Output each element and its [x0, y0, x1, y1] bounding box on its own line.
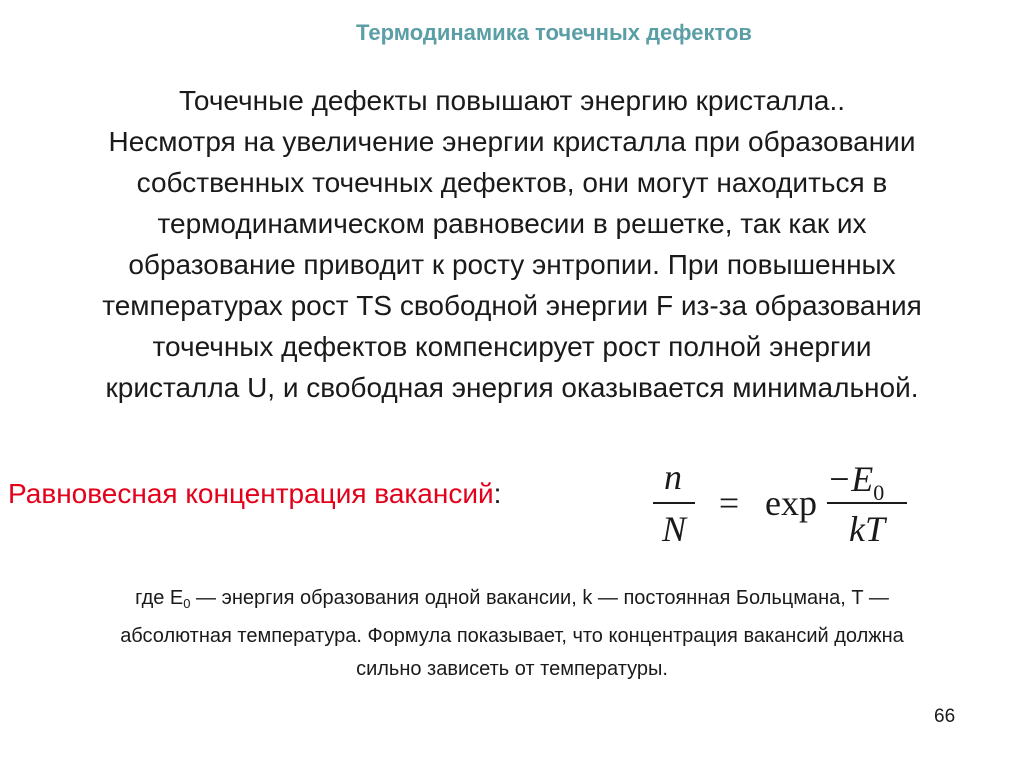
slide-title: Термодинамика точечных дефектов	[356, 20, 752, 45]
paragraph-line: собственных точечных дефектов, они могут находиться в	[136, 167, 888, 198]
equation-label-text: Равновесная концентрация вакансий	[8, 478, 494, 509]
exp-function: exp	[765, 483, 817, 523]
paragraph-line: температурах рост TS свободной энергии F из-за образования	[102, 290, 922, 321]
equation-label	[8, 478, 501, 510]
main-paragraph	[0, 80, 1024, 408]
note-subscript: 0	[183, 596, 191, 611]
paragraph-line: Точечные дефекты повышают энергию кристалла..	[178, 85, 846, 116]
note-line-1-suffix: — энергия образования одной вакансии, k — постоянная Больцмана, T —	[190, 587, 889, 609]
paragraph-line: термодинамическом равновесии в решетке, так как их	[157, 208, 867, 239]
equation-colon: :	[493, 478, 502, 509]
page-number: 66	[934, 706, 956, 727]
formula-explanation	[0, 582, 1024, 686]
note-line-1	[0, 582, 1024, 620]
lhs-denominator: N	[661, 509, 687, 549]
note-line-3: сильно зависеть от температуры.	[356, 658, 668, 680]
formula-svg	[645, 455, 915, 555]
note-line-2: абсолютная температура. Формула показывает, что концентрация вакансий должна	[120, 625, 904, 647]
rhs-numerator	[827, 459, 884, 505]
vacancy-concentration-formula	[645, 455, 915, 555]
lhs-numerator: n	[664, 457, 682, 497]
paragraph-line: образование приводит к росту энтропии. При повышенных	[128, 249, 896, 280]
rhs-numerator-main: −E	[827, 459, 874, 499]
paragraph-line: кристалла U, и свободная энергия оказывается минимальной.	[105, 372, 919, 403]
equals-sign: =	[718, 483, 740, 523]
paragraph-line: точечных дефектов компенсирует рост полной энергии	[152, 331, 872, 362]
paragraph-line: Несмотря на увеличение энергии кристалла при образовании	[108, 126, 916, 157]
note-line-1-prefix: где E	[135, 587, 184, 609]
rhs-numerator-subscript: 0	[873, 480, 885, 505]
rhs-denominator: kT	[849, 509, 885, 549]
